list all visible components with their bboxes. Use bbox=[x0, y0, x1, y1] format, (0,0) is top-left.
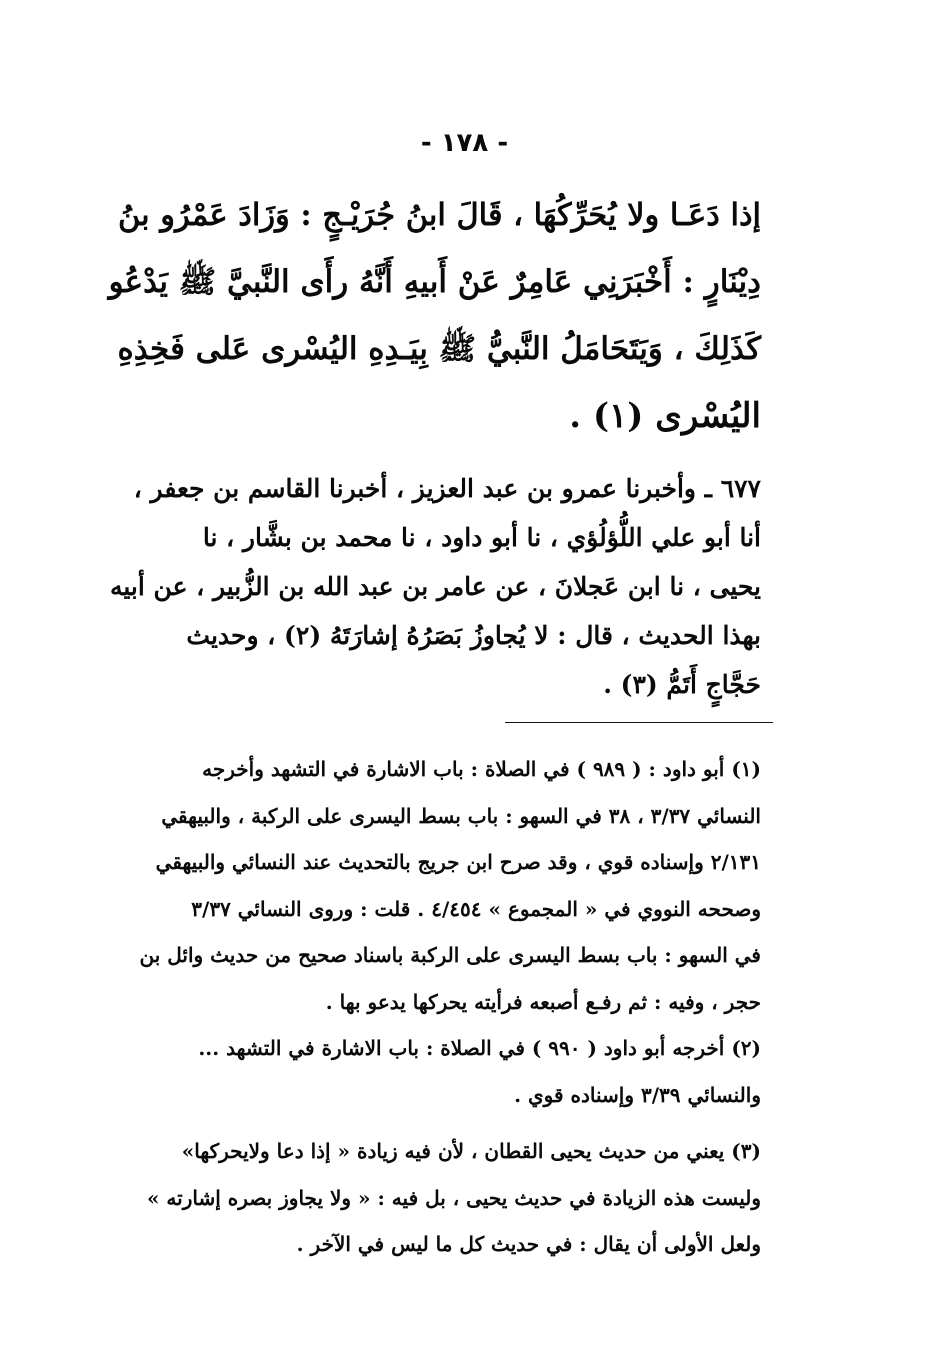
main-text-line: إذا دَعَـا ولا يُحَرِّكُهَا ، قَالَ ابنُ جُرَيْـجٍ : وَزَادَ عَمْرُو بنُ bbox=[117, 197, 761, 233]
main-text bbox=[109, 182, 761, 450]
footnotes bbox=[109, 746, 761, 1268]
hadith-line: ٦٧٧ ـ وأخبرنا عمرو بن عبد العزيز ، أخبرنا القاسم بن جعفر ، bbox=[133, 474, 761, 503]
footnote-line: ٢/١٣١ وإسناده قوي ، وقد صرح ابن جريج بالتحديث عند النسائي والبيهقي bbox=[155, 850, 761, 874]
footnote-line: حجر ، وفيه : ثم رفـع أصبعه فرأيته يحركها يدعو بها . bbox=[325, 989, 761, 1014]
footnote-line: النسائي ٣/٣٧ ، ٣٨ في السهو : باب بسط اليسرى على الركبة ، والبيهقي bbox=[161, 803, 761, 828]
main-text-line: اليُسْرى (١) . bbox=[569, 396, 761, 436]
footnote-line: ولعل الأولى أن يقال : في حديث كل ما ليس في الآخر . bbox=[296, 1232, 761, 1256]
main-text-line: كَذَلِكَ ، وَيَتَحَامَلُ النَّبيُّ ﷺ بِيَـدِهِ اليُسْرى عَلى فَخِذِهِ bbox=[117, 331, 761, 367]
hadith-line: يحيى ، نا ابن عَجلانَ ، عن عامر بن عبد الله بن الزُّبير ، عن أبيه bbox=[109, 572, 761, 601]
hadith-line: بهذا الحديث ، قال : لا يُجاوزُ بَصَرُهُ إشارَتَهُ (٢) ، وحديث bbox=[186, 621, 761, 650]
footnote-line: وصححه النووي في « المجموع » ٤/٤٥٤ . قلت : وروى النسائي ٣/٣٧ bbox=[191, 896, 761, 921]
footnote-3 bbox=[109, 1128, 761, 1268]
footnote-line: وليست هذه الزيادة في حديث يحيى ، بل فيه : « ولا يجاوز بصره إشارته » bbox=[146, 1185, 761, 1210]
footnote-line: (٢) أخرجه أبو داود ( ٩٩٠ ) في الصلاة : باب الاشارة في التشهد ... bbox=[198, 1036, 761, 1060]
hadith-line: أنا أبو علي اللُّؤلُؤي ، نا أبو داود ، نا محمد بن بشَّار ، نا bbox=[202, 523, 761, 552]
footnote-2 bbox=[109, 1025, 761, 1118]
footnote-line: في السهو : باب بسط اليسرى على الركبة باسناد صحيح من حديث وائل بن bbox=[139, 943, 761, 967]
footnote-divider bbox=[505, 722, 773, 723]
hadith-line: حَجَّاجٍ أَتَمُّ (٣) . bbox=[603, 670, 761, 699]
main-text-line: دِيْنَارٍ : أَخْبَرَنِي عَامِرٌ عَنْ أَبيهِ أَنَّهُ رأَى النَّبيَّ ﷺ يَدْعُو bbox=[108, 264, 761, 300]
footnote-line: (١) أبو داود : ( ٩٨٩ ) في الصلاة : باب الاشارة في التشهد وأخرجه bbox=[202, 757, 761, 781]
footnote-line: (٣) يعني من حديث يحيى القطان ، لأن فيه زيادة « إذا دعا ولايحركها» bbox=[181, 1139, 761, 1163]
footnote-line: والنسائي ٣/٣٩ وإسناده قوي . bbox=[514, 1082, 761, 1107]
page-number: - ١٧٨ - bbox=[420, 128, 509, 158]
footnote-1 bbox=[109, 746, 761, 1025]
hadith-677 bbox=[109, 464, 761, 709]
